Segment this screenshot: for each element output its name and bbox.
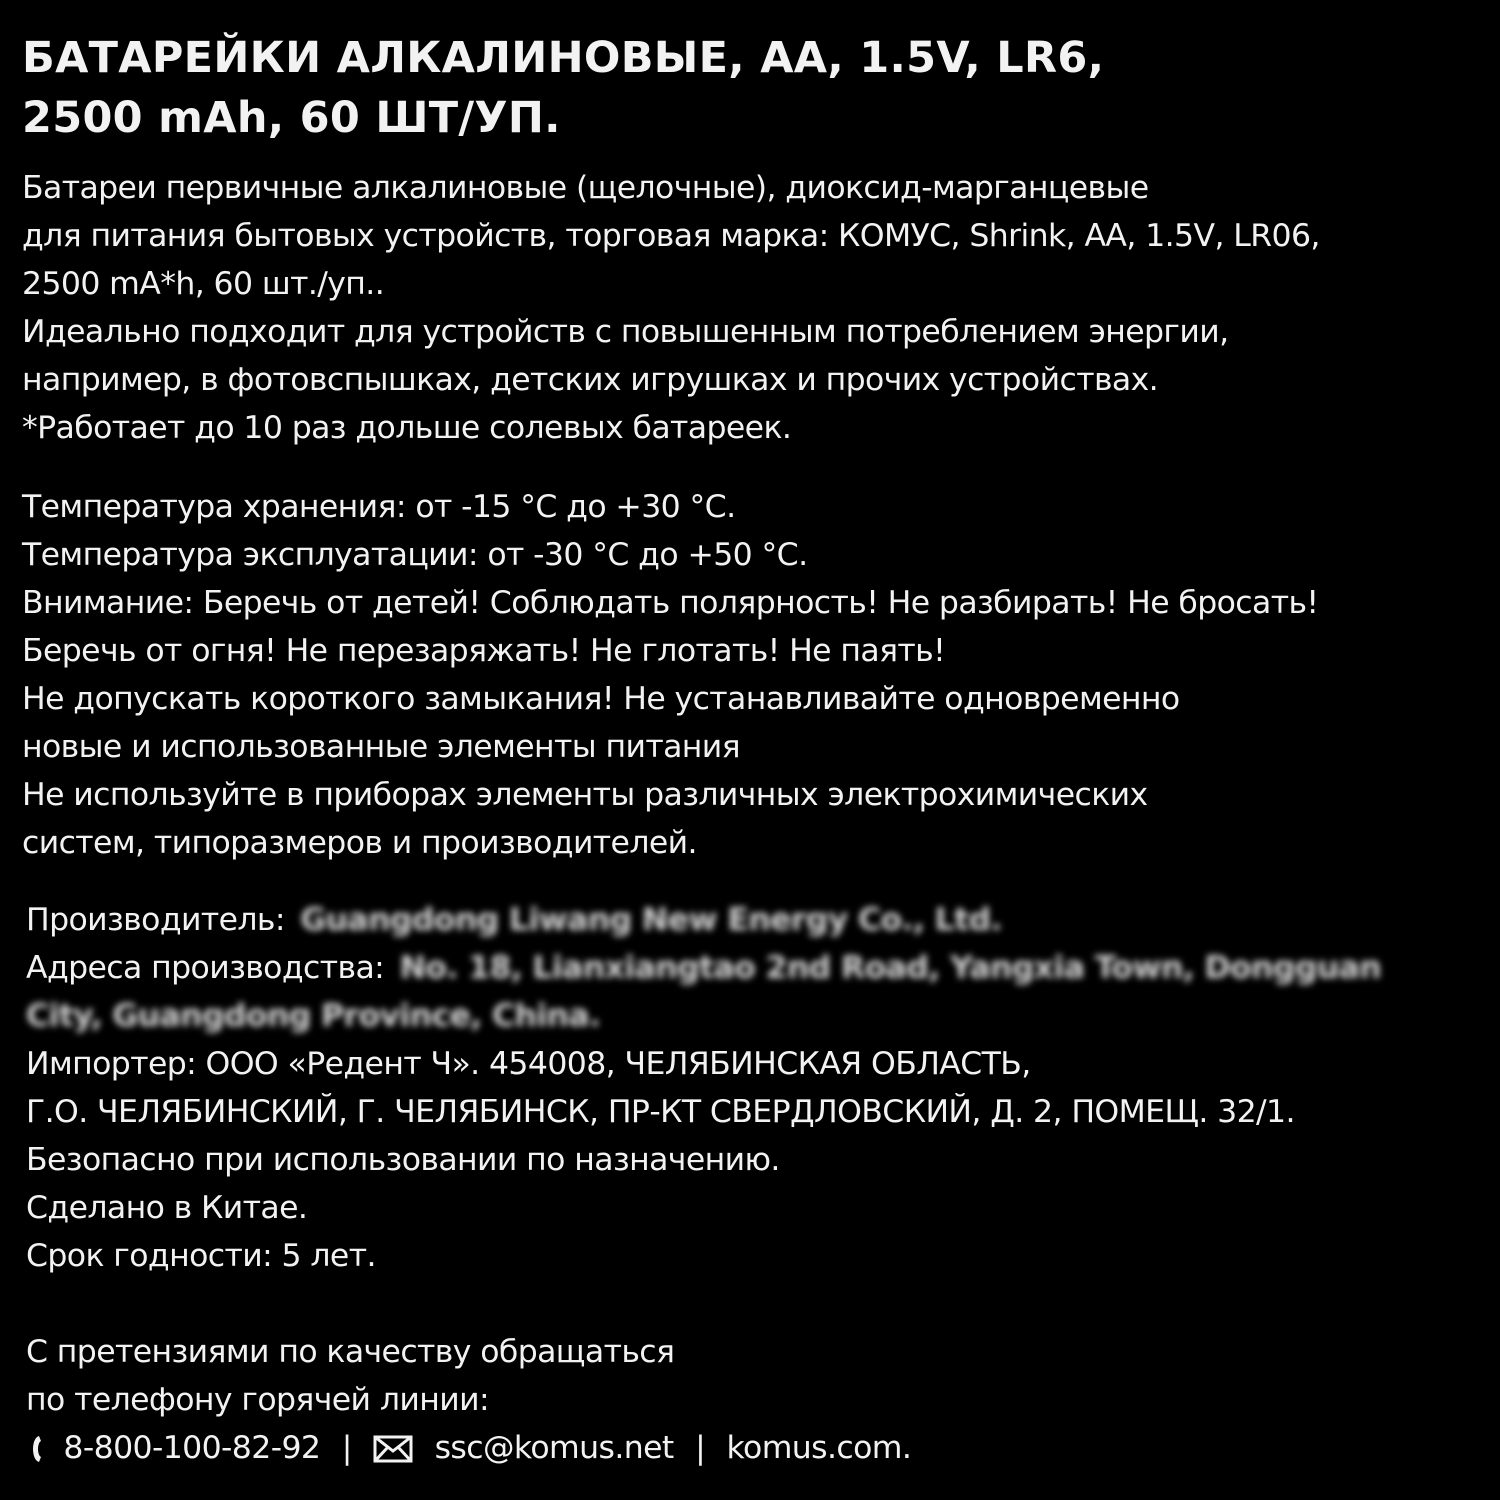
spec-line: новые и использованные элементы питания xyxy=(22,729,740,765)
shelf-life: Срок годности: 5 лет. xyxy=(26,1238,376,1274)
production-address-redacted: City, Guangdong Province, China. xyxy=(26,998,601,1034)
description-line: например, в фотовспышках, детских игрушках и прочих устройствах. xyxy=(22,362,1159,398)
specifications xyxy=(22,483,1487,867)
product-description xyxy=(22,164,1487,452)
production-address-row xyxy=(26,992,1487,1040)
spec-line: систем, типоразмеров и производителей. xyxy=(22,825,697,861)
description-line: 2500 mA*h, 60 шт./уп.. xyxy=(22,266,385,302)
importer-line: Г.О. ЧЕЛЯБИНСКИЙ, Г. ЧЕЛЯБИНСК, ПР-КТ СВЕРДЛОВСКИЙ, Д. 2, ПОМЕЩ. 32/1. xyxy=(26,1094,1295,1130)
spec-line: Температура эксплуатации: от -30 °С до +50 °С. xyxy=(22,537,808,573)
envelope-icon xyxy=(373,1434,413,1464)
importer-line: Импортер: ООО «Редент Ч». 454008, ЧЕЛЯБИНСКАЯ ОБЛАСТЬ, xyxy=(26,1046,1031,1082)
contact-intro: по телефону горячей линии: xyxy=(26,1382,489,1418)
spec-line: Не используйте в приборах элементы различных электрохимических xyxy=(22,777,1148,813)
spec-line: Температура хранения: от -15 °С до +30 °С. xyxy=(22,489,736,525)
description-line: Идеально подходит для устройств с повышенным потреблением энергии, xyxy=(22,314,1229,350)
spec-line: Не допускать короткого замыкания! Не устанавливайте одновременно xyxy=(22,681,1180,717)
production-address-redacted: No. 18, Lianxiangtao 2nd Road, Yangxia Town, Dongguan xyxy=(399,950,1382,986)
product-info-sheet xyxy=(22,28,1487,1472)
title-line: 2500 mAh, 60 ШТ/УП. xyxy=(22,93,561,143)
separator: | xyxy=(341,1430,352,1466)
spec-line: Беречь от огня! Не перезаряжать! Не глотать! Не паять! xyxy=(22,633,946,669)
manufacturer-info xyxy=(26,896,1487,1280)
contact-info xyxy=(26,1328,1487,1472)
phone-icon xyxy=(26,1432,48,1466)
country-of-origin: Сделано в Китае. xyxy=(26,1190,308,1226)
spec-line: Внимание: Беречь от детей! Соблюдать полярность! Не разбирать! Не бросать! xyxy=(22,585,1319,621)
hotline-phone[interactable]: 8-800-100-82-92 xyxy=(63,1430,321,1466)
website-link[interactable]: komus.com. xyxy=(726,1430,912,1466)
description-line: для питания бытовых устройств, торговая марка: КОМУС, Shrink, АА, 1.5V, LR06, xyxy=(22,218,1320,254)
production-address-label: Адреса производства: xyxy=(26,950,385,986)
contact-row xyxy=(26,1424,1487,1472)
separator: | xyxy=(695,1430,706,1466)
safety-note: Безопасно при использовании по назначению. xyxy=(26,1142,780,1178)
contact-intro: С претензиями по качеству обращаться xyxy=(26,1334,675,1370)
manufacturer-name-redacted: Guangdong Liwang New Energy Co., Ltd. xyxy=(300,902,1002,938)
description-line: Батареи первичные алкалиновые (щелочные), диоксид-марганцевые xyxy=(22,170,1149,206)
description-line: *Работает до 10 раз дольше солевых батареек. xyxy=(22,410,792,446)
manufacturer-label: Производитель: xyxy=(26,902,285,938)
support-email[interactable]: ssc@komus.net xyxy=(434,1430,674,1466)
title-line: БАТАРЕЙКИ АЛКАЛИНОВЫЕ, АА, 1.5V, LR6, xyxy=(22,33,1105,83)
manufacturer-row xyxy=(26,896,1487,944)
product-title xyxy=(22,28,1487,148)
production-address-row xyxy=(26,944,1487,992)
